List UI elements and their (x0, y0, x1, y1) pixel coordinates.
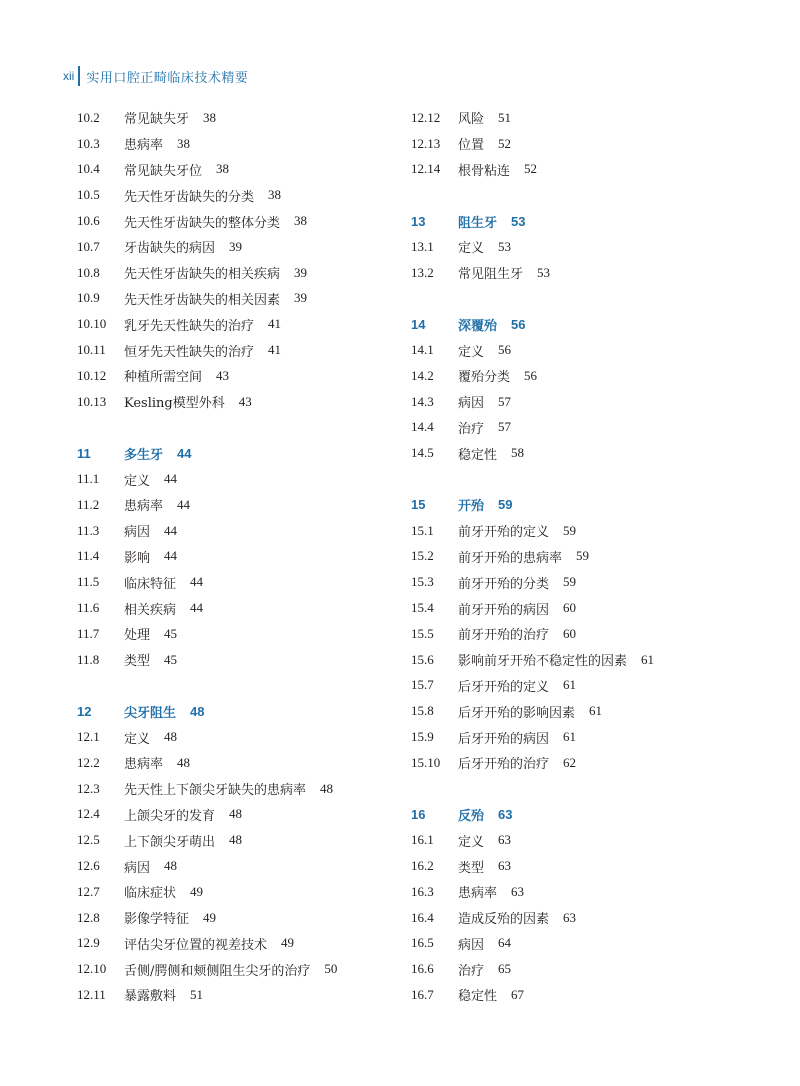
entry-num: 11.3 (77, 522, 100, 538)
entry-num: 16.1 (411, 832, 434, 848)
entry-page: 51 (190, 986, 204, 1002)
entry-title: 定义 (458, 241, 485, 257)
entry-num: 15.8 (411, 703, 434, 719)
toc-entry (411, 569, 751, 595)
entry-title: 病因 (124, 525, 151, 541)
page-number: xii (63, 69, 75, 83)
toc-entry (411, 956, 751, 982)
entry-page: 39 (229, 238, 243, 254)
entry-title: 临床特征 (124, 576, 177, 592)
entry-page: 41 (268, 342, 282, 358)
entry-title: 患病率 (124, 499, 164, 515)
entry-num: 12.2 (77, 754, 100, 770)
entry-title: 患病率 (124, 757, 164, 773)
entry-title: 恒牙先天性缺失的治疗 (124, 344, 255, 360)
entry-num: 12.12 (411, 109, 441, 125)
entry-page: 62 (563, 754, 577, 770)
entry-num: 10.9 (77, 290, 100, 306)
entry-page: 58 (511, 445, 525, 461)
toc-entry (411, 440, 751, 466)
toc-entry (411, 750, 751, 776)
entry-page: 38 (294, 213, 308, 229)
toc-entry (411, 827, 751, 853)
entry-title: 位置 (458, 138, 485, 154)
entry-title: 乳牙先天性缺失的治疗 (124, 318, 255, 334)
entry-title: 类型 (124, 654, 151, 670)
entry-title: 影响前牙开殆不稳定性的因素 (458, 654, 628, 670)
entry-page: 61 (589, 703, 603, 719)
entry-page: 45 (164, 651, 178, 667)
toc-entry (77, 802, 397, 828)
entry-title: 稳定性 (458, 989, 498, 1005)
entry-num: 16.7 (411, 986, 434, 1002)
book-title: 实用口腔正畸临床技术精要 (86, 70, 249, 86)
entry-page: 57 (498, 393, 512, 409)
entry-num: 12.10 (77, 961, 107, 977)
toc-entry (411, 105, 751, 131)
chapter-page: 44 (177, 445, 192, 461)
toc-entry (411, 518, 751, 544)
entry-page: 59 (576, 548, 590, 564)
toc-entry (77, 827, 397, 853)
entry-page: 63 (511, 883, 525, 899)
entry-page: 48 (164, 729, 178, 745)
entry-title: 定义 (124, 473, 151, 489)
entry-page: 57 (498, 419, 512, 435)
entry-num: 12.5 (77, 832, 100, 848)
entry-num: 10.7 (77, 238, 100, 254)
toc-entry (411, 879, 751, 905)
toc-chapter-heading (411, 492, 751, 518)
entry-title: 后牙开殆的治疗 (458, 757, 550, 773)
entry-num: 16.5 (411, 935, 434, 951)
entry-num: 10.10 (77, 316, 107, 332)
entry-page: 48 (164, 858, 178, 873)
toc-entry (411, 647, 751, 673)
entry-page: 43 (238, 393, 252, 409)
entry-page: 49 (190, 883, 204, 899)
toc-entry (77, 105, 397, 131)
entry-title: 治疗 (458, 963, 485, 979)
toc-entry (77, 569, 397, 595)
toc-entry (411, 234, 751, 260)
entry-page: 56 (498, 342, 512, 358)
entry-title: 先天性牙齿缺失的相关因素 (124, 292, 281, 308)
entry-title: 先天性上下颌尖牙缺失的患病率 (124, 783, 307, 799)
entry-page: 63 (498, 858, 512, 873)
chapter-num: 15 (411, 497, 426, 513)
toc-entry (77, 157, 397, 183)
entry-num: 14.5 (411, 445, 434, 461)
toc-entry (77, 647, 397, 673)
header-divider (78, 66, 80, 86)
entry-title: 患病率 (124, 138, 164, 154)
entry-num: 15.3 (411, 574, 434, 590)
entry-title: 类型 (458, 860, 485, 876)
entry-title: 相关疾病 (124, 602, 177, 618)
toc-chapter-heading (77, 698, 397, 724)
chapter-page: 48 (190, 703, 205, 719)
entry-page: 61 (563, 729, 577, 745)
entry-title: 病因 (458, 937, 485, 953)
running-header (63, 66, 248, 86)
entry-num: 11.7 (77, 625, 100, 641)
entry-page: 43 (216, 367, 230, 383)
entry-page: 51 (498, 109, 512, 125)
entry-title: 评估尖牙位置的视差技术 (124, 937, 268, 953)
toc-entry (77, 982, 397, 1008)
toc-chapter-heading (411, 802, 751, 828)
toc-entry (77, 595, 397, 621)
toc-entry (77, 466, 397, 492)
entry-num: 11.4 (77, 548, 100, 564)
toc-entry (77, 518, 397, 544)
toc-entry (77, 621, 397, 647)
chapter-num: 13 (411, 213, 426, 229)
entry-num: 12.14 (411, 161, 441, 177)
toc-chapter-heading (411, 311, 751, 337)
entry-page: 63 (498, 832, 512, 848)
toc-entry (77, 337, 397, 363)
toc-entry (77, 363, 397, 389)
entry-page: 64 (498, 935, 512, 951)
entry-page: 44 (177, 496, 191, 512)
entry-title: 造成反殆的因素 (458, 912, 550, 928)
entry-page: 60 (563, 625, 577, 641)
entry-page: 52 (498, 135, 512, 151)
toc-entry (77, 905, 397, 931)
entry-page: 38 (177, 135, 191, 151)
entry-title: 上下颌尖牙萌出 (124, 834, 216, 850)
toc-entry (411, 415, 751, 441)
chapter-title: 反殆 (458, 808, 485, 824)
entry-page: 44 (164, 548, 178, 564)
toc-entry (77, 956, 397, 982)
entry-title: 常见阻生牙 (458, 267, 524, 283)
entry-title: 临床症状 (124, 886, 177, 902)
toc-column-left (77, 105, 397, 1008)
entry-num: 10.12 (77, 367, 107, 383)
entry-page: 44 (190, 574, 204, 590)
entry-page: 45 (164, 625, 178, 641)
chapter-title: 尖牙阻生 (124, 705, 177, 721)
toc-entry (411, 673, 751, 699)
toc-entry (77, 208, 397, 234)
entry-title: 定义 (124, 731, 151, 747)
entry-page: 38 (203, 109, 217, 125)
entry-num: 12.6 (77, 858, 100, 873)
entry-page: 38 (268, 187, 282, 203)
chapter-title: 多生牙 (124, 447, 164, 463)
entry-num: 10.13 (77, 393, 107, 409)
chapter-page: 53 (511, 213, 526, 229)
entry-title: 前牙开殆的治疗 (458, 628, 550, 644)
entry-title: 患病率 (458, 886, 498, 902)
toc-entry (77, 724, 397, 750)
entry-page: 52 (524, 161, 538, 177)
toc-entry (77, 776, 397, 802)
entry-page: 53 (498, 238, 512, 254)
entry-title: 常见缺失牙 (124, 112, 190, 128)
entry-page: 44 (190, 600, 204, 616)
entry-num: 15.10 (411, 754, 441, 770)
entry-title: 影像学特征 (124, 912, 190, 928)
toc-entry (77, 260, 397, 286)
toc-entry (411, 931, 751, 957)
entry-num: 12.13 (411, 135, 441, 151)
chapter-page: 56 (511, 316, 526, 332)
entry-title: 稳定性 (458, 447, 498, 463)
entry-title: 治疗 (458, 421, 485, 437)
toc-entry (411, 621, 751, 647)
entry-page: 39 (294, 290, 308, 306)
toc-entry (77, 492, 397, 518)
entry-num: 14.4 (411, 419, 434, 435)
entry-title: 后牙开殆的影响因素 (458, 705, 576, 721)
entry-num: 15.6 (411, 651, 434, 667)
entry-num: 12.1 (77, 729, 100, 745)
chapter-num: 16 (411, 806, 426, 822)
entry-title: 种植所需空间 (124, 370, 203, 386)
toc-entry (411, 337, 751, 363)
toc-entry (77, 286, 397, 312)
entry-num: 12.3 (77, 780, 100, 796)
entry-num: 14.1 (411, 342, 434, 358)
toc-entry (77, 544, 397, 570)
entry-num: 15.1 (411, 522, 434, 538)
toc-entry (77, 182, 397, 208)
entry-num: 11.5 (77, 574, 100, 590)
entry-num: 11.2 (77, 496, 100, 512)
entry-num: 10.8 (77, 264, 100, 280)
entry-title: 后牙开殆的病因 (458, 731, 550, 747)
entry-num: 15.5 (411, 625, 434, 641)
toc-entry (411, 363, 751, 389)
entry-page: 49 (281, 935, 295, 951)
entry-title: 前牙开殆的患病率 (458, 550, 563, 566)
entry-num: 16.4 (411, 909, 434, 925)
entry-page: 61 (641, 651, 655, 667)
toc-column-right (411, 105, 751, 1008)
entry-num: 12.4 (77, 806, 100, 822)
entry-title: 定义 (458, 834, 485, 850)
entry-num: 12.7 (77, 883, 100, 899)
entry-num: 16.3 (411, 883, 434, 899)
toc-chapter-heading (411, 208, 751, 234)
entry-page: 48 (320, 780, 334, 796)
entry-num: 13.2 (411, 264, 434, 280)
entry-page: 48 (229, 806, 243, 822)
entry-page: 59 (563, 522, 577, 538)
entry-title: 覆殆分类 (458, 370, 511, 386)
entry-title: 影响 (124, 550, 151, 566)
entry-title: 前牙开殆的分类 (458, 576, 550, 592)
toc-entry (77, 931, 397, 957)
entry-title: 先天性牙齿缺失的整体分类 (124, 215, 281, 231)
toc-entry (77, 131, 397, 157)
toc-entry (77, 311, 397, 337)
toc-entry (411, 389, 751, 415)
chapter-page: 63 (498, 806, 513, 822)
toc-entry (411, 698, 751, 724)
toc-chapter-heading (77, 440, 397, 466)
entry-title: 根骨粘连 (458, 163, 511, 179)
entry-num: 12.9 (77, 935, 100, 951)
entry-num: 11.6 (77, 600, 100, 616)
entry-page: 67 (511, 986, 525, 1002)
entry-num: 11.1 (77, 471, 100, 487)
entry-num: 10.3 (77, 135, 100, 151)
entry-title: 上颌尖牙的发育 (124, 808, 216, 824)
entry-page: 48 (177, 754, 191, 770)
entry-num: 12.8 (77, 909, 100, 925)
entry-title: 病因 (124, 860, 151, 876)
entry-num: 11.8 (77, 651, 100, 667)
entry-title: 牙齿缺失的病因 (124, 241, 216, 257)
entry-page: 60 (563, 600, 577, 616)
entry-page: 59 (563, 574, 577, 590)
entry-num: 15.4 (411, 600, 434, 616)
entry-title: 先天性牙齿缺失的分类 (124, 189, 255, 205)
entry-page: 65 (498, 961, 512, 977)
entry-title: Kesling模型外科 (124, 396, 225, 412)
toc-entry (411, 905, 751, 931)
entry-num: 10.6 (77, 213, 100, 229)
entry-num: 14.3 (411, 393, 434, 409)
toc-entry (411, 260, 751, 286)
entry-page: 53 (537, 264, 551, 280)
entry-num: 15.2 (411, 548, 434, 564)
entry-title: 病因 (458, 396, 485, 412)
chapter-title: 阻生牙 (458, 215, 498, 231)
toc-entry (77, 234, 397, 260)
chapter-num: 14 (411, 316, 426, 332)
entry-num: 10.11 (77, 342, 106, 358)
entry-page: 41 (268, 316, 282, 332)
chapter-page: 59 (498, 497, 513, 513)
chapter-num: 11 (77, 445, 91, 461)
entry-page: 44 (164, 471, 178, 487)
toc-entry (411, 595, 751, 621)
entry-page: 48 (229, 832, 243, 848)
entry-title: 前牙开殆的病因 (458, 602, 550, 618)
entry-num: 13.1 (411, 238, 434, 254)
entry-num: 15.7 (411, 677, 434, 693)
entry-page: 39 (294, 264, 308, 280)
chapter-title: 开殆 (458, 499, 485, 515)
entry-num: 16.2 (411, 858, 434, 873)
toc-entry (77, 853, 397, 879)
entry-title: 暴露敷料 (124, 989, 177, 1005)
toc-entry (411, 544, 751, 570)
toc-entry (77, 389, 397, 415)
entry-page: 38 (216, 161, 230, 177)
entry-title: 定义 (458, 344, 485, 360)
toc-entry (77, 750, 397, 776)
entry-title: 后牙开殆的定义 (458, 679, 550, 695)
entry-page: 44 (164, 522, 178, 538)
toc-entry (77, 879, 397, 905)
entry-num: 10.4 (77, 161, 100, 177)
entry-num: 12.11 (77, 986, 106, 1002)
entry-title: 处理 (124, 628, 151, 644)
entry-num: 16.6 (411, 961, 434, 977)
entry-title: 风险 (458, 112, 485, 128)
toc-entry (411, 724, 751, 750)
chapter-num: 12 (77, 703, 92, 719)
entry-page: 61 (563, 677, 577, 693)
toc-entry (411, 853, 751, 879)
entry-title: 舌侧/腭侧和颊侧阻生尖牙的治疗 (124, 963, 311, 979)
entry-title: 前牙开殆的定义 (458, 525, 550, 541)
toc-entry (411, 157, 751, 183)
entry-num: 10.2 (77, 109, 100, 125)
entry-num: 15.9 (411, 729, 434, 745)
entry-page: 63 (563, 909, 577, 925)
entry-page: 56 (524, 367, 538, 383)
entry-title: 先天性牙齿缺失的相关疾病 (124, 267, 281, 283)
entry-title: 常见缺失牙位 (124, 163, 203, 179)
chapter-title: 深覆殆 (458, 318, 498, 334)
entry-num: 10.5 (77, 187, 100, 203)
entry-num: 14.2 (411, 367, 434, 383)
toc-entry (411, 131, 751, 157)
entry-page: 49 (203, 909, 217, 925)
toc-entry (411, 982, 751, 1008)
entry-page: 50 (324, 961, 338, 977)
